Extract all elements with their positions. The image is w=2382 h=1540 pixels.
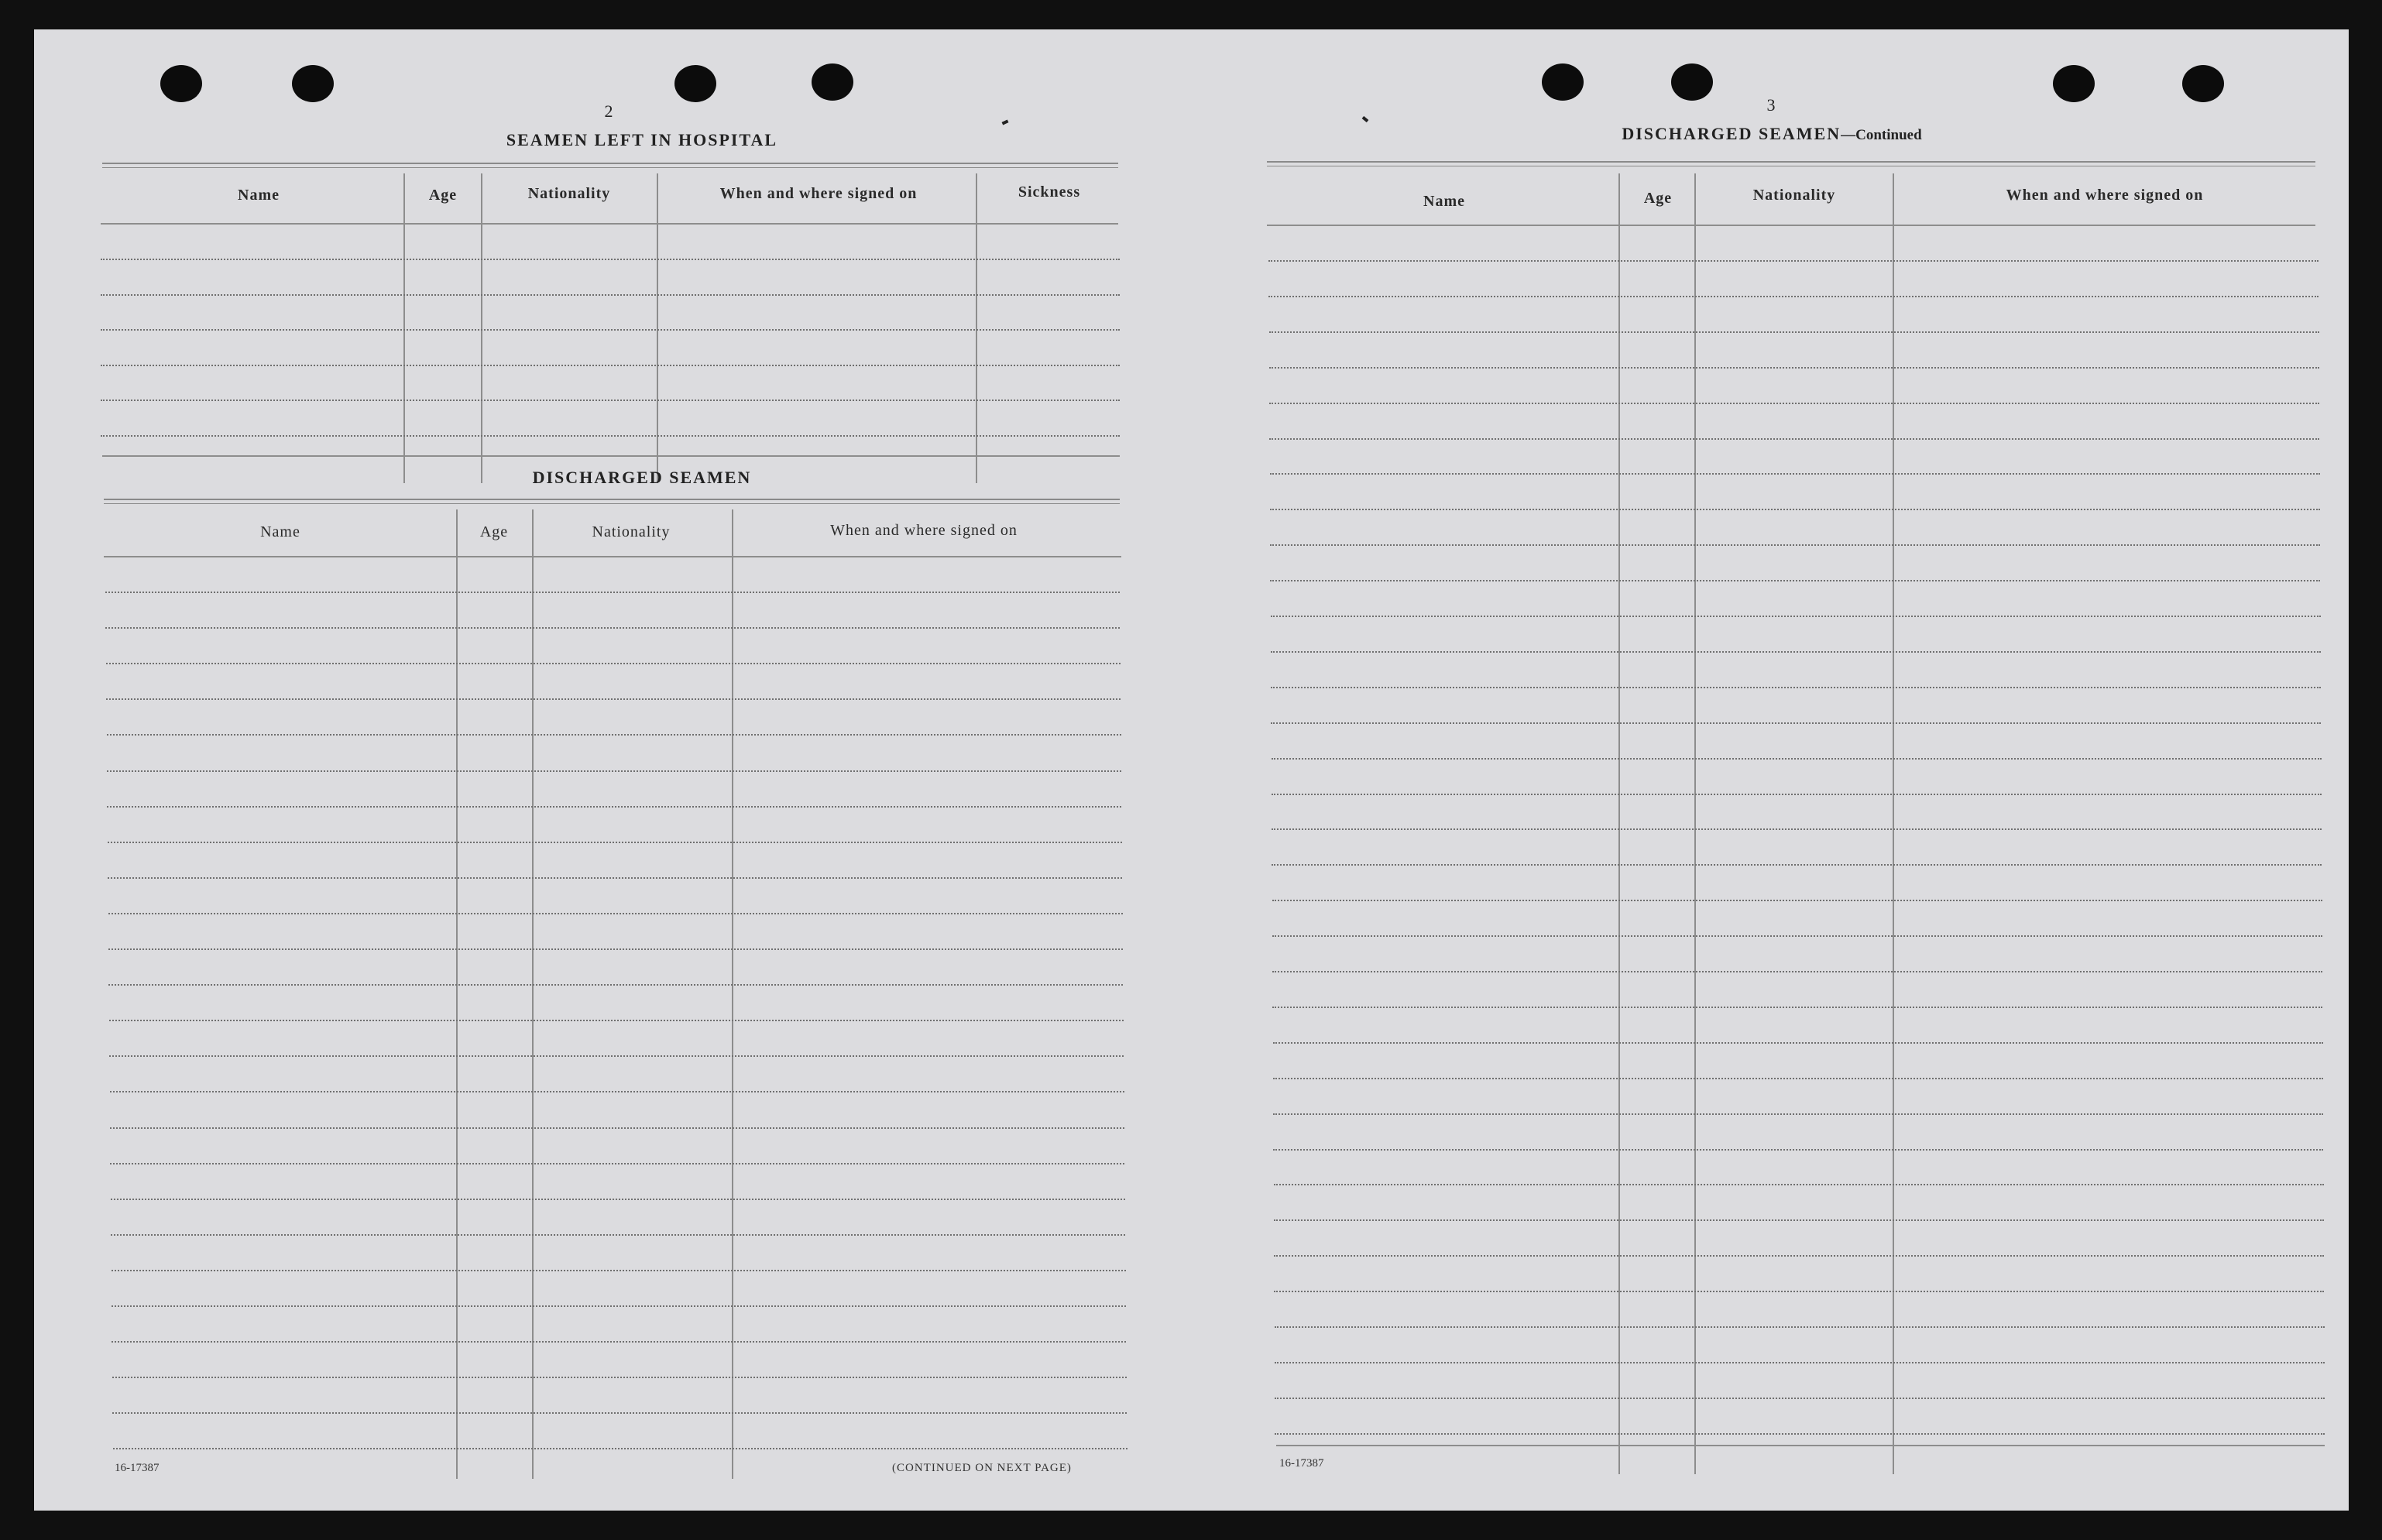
hospital-col-divider xyxy=(976,173,977,483)
ruled-line xyxy=(112,1412,1127,1414)
punch-hole xyxy=(2182,65,2224,102)
ruled-line xyxy=(1273,1078,2323,1079)
ruled-line xyxy=(1272,935,2322,937)
right-col-signed-on: When and where signed on xyxy=(2006,187,2204,204)
ruled-line xyxy=(107,734,1121,736)
ruled-line xyxy=(1272,828,2322,830)
discharged-col-divider xyxy=(532,509,534,1479)
ruled-line xyxy=(1269,367,2319,369)
continued-section-title-suffix: —Continued xyxy=(1841,127,1922,143)
ruled-line xyxy=(1275,1362,2325,1363)
ruled-line xyxy=(1273,1113,2323,1115)
ruled-line xyxy=(110,1163,1124,1164)
ruled-line xyxy=(1272,900,2322,901)
hospital-col-age: Age xyxy=(428,187,458,204)
hospital-header-rule xyxy=(101,223,1118,225)
ruled-line xyxy=(101,435,1120,437)
right-table-top-rule xyxy=(1267,161,2315,166)
right-col-name: Name xyxy=(1423,193,1465,210)
ruled-line xyxy=(1274,1291,2324,1292)
ruled-line xyxy=(108,948,1123,950)
ruled-line xyxy=(109,1020,1124,1021)
discharged-col-nationality: Nationality xyxy=(592,523,671,540)
form-number-left: 16-17387 xyxy=(115,1462,160,1474)
ruled-line xyxy=(112,1305,1126,1307)
ruled-line xyxy=(101,400,1120,401)
hospital-col-nationality: Nationality xyxy=(527,185,611,202)
ruled-line xyxy=(110,1127,1124,1129)
ruled-line xyxy=(1272,1007,2322,1008)
ruled-line xyxy=(107,770,1121,772)
discharged-section-title: DISCHARGED SEAMEN xyxy=(532,468,752,487)
discharged-col-signed-on: When and where signed on xyxy=(830,522,1018,539)
ruled-line xyxy=(1272,758,2322,760)
ruled-line xyxy=(1275,1433,2325,1435)
ruled-line xyxy=(1270,509,2320,510)
ruled-line xyxy=(106,698,1121,700)
ruled-line xyxy=(1270,473,2320,475)
ruled-line xyxy=(1270,544,2320,546)
ruled-line xyxy=(1274,1219,2324,1221)
ruled-line xyxy=(106,663,1121,664)
ruled-line xyxy=(107,806,1121,808)
ruled-line xyxy=(113,1448,1128,1449)
continued-section-title-text: DISCHARGED SEAMEN xyxy=(1622,124,1841,143)
ruled-line xyxy=(1268,260,2319,262)
ruled-line xyxy=(108,984,1123,986)
ruled-line xyxy=(1271,651,2321,653)
discharged-col-name: Name xyxy=(260,523,300,540)
ruled-line xyxy=(108,842,1122,843)
punch-hole xyxy=(292,65,334,102)
right-col-divider xyxy=(1694,173,1696,1474)
punch-hole xyxy=(674,65,716,102)
right-col-divider xyxy=(1893,173,1894,1474)
continued-section-title xyxy=(1563,124,1981,144)
ruled-line xyxy=(1271,687,2321,688)
right-col-nationality: Nationality xyxy=(1752,187,1836,204)
ruled-line xyxy=(105,627,1120,629)
ruled-line xyxy=(1273,1042,2323,1044)
discharged-col-divider xyxy=(456,509,458,1479)
ruled-line xyxy=(1269,438,2319,440)
discharged-table-top-rule xyxy=(104,499,1120,504)
ruled-line xyxy=(108,877,1122,879)
hospital-table-top-rule xyxy=(102,163,1118,168)
discharged-col-divider xyxy=(732,509,733,1479)
right-col-age: Age xyxy=(1643,190,1673,207)
ruled-line xyxy=(109,1055,1124,1057)
hospital-col-signed-on: When and where signed on xyxy=(719,185,918,202)
ruled-line xyxy=(111,1199,1125,1200)
ruled-line xyxy=(1274,1184,2324,1185)
punch-hole xyxy=(812,63,853,101)
ruled-line xyxy=(110,1091,1124,1092)
punch-hole xyxy=(160,65,202,102)
discharged-header-rule xyxy=(104,556,1121,557)
ruled-line xyxy=(1272,864,2322,866)
ruled-line xyxy=(112,1270,1126,1271)
ruled-line xyxy=(101,365,1120,366)
right-header-rule xyxy=(1267,225,2315,226)
ruled-line xyxy=(1269,403,2319,404)
discharged-col-age: Age xyxy=(479,523,509,540)
ruled-line xyxy=(1270,580,2320,581)
ledger-spread xyxy=(34,29,2349,1511)
ruled-line xyxy=(1272,971,2322,972)
hospital-col-sickness: Sickness xyxy=(1018,183,1081,201)
ruled-line xyxy=(1273,1149,2323,1151)
hospital-section-title: SEAMEN LEFT IN HOSPITAL xyxy=(506,130,778,149)
punch-hole xyxy=(1542,63,1584,101)
ruled-line xyxy=(101,259,1120,260)
ruled-line xyxy=(1271,722,2321,724)
ruled-line xyxy=(1272,794,2322,795)
page-number-left: 2 xyxy=(604,101,613,121)
ruled-line xyxy=(1269,331,2319,333)
ruled-line xyxy=(112,1341,1126,1343)
ruled-line xyxy=(1275,1326,2325,1328)
ruled-line xyxy=(112,1377,1127,1378)
ruled-line xyxy=(1268,296,2319,297)
ruled-line xyxy=(101,294,1120,296)
hospital-table-bottom-rule xyxy=(102,455,1120,457)
hospital-col-divider xyxy=(403,173,405,483)
punch-hole xyxy=(1671,63,1713,101)
right-col-divider xyxy=(1618,173,1620,1474)
ink-speck xyxy=(1002,119,1009,125)
hospital-col-name: Name xyxy=(238,187,280,204)
ruled-line xyxy=(111,1234,1125,1236)
form-number-right: 16-17387 xyxy=(1279,1457,1324,1470)
ruled-line xyxy=(101,329,1120,331)
ruled-line xyxy=(1271,616,2321,617)
hospital-col-divider xyxy=(481,173,482,483)
page-number-right: 3 xyxy=(1766,95,1776,115)
ruled-line xyxy=(108,913,1123,914)
ink-speck xyxy=(1362,116,1369,122)
ruled-line xyxy=(1275,1398,2325,1399)
punch-hole xyxy=(2053,65,2095,102)
ruled-line xyxy=(105,592,1120,593)
hospital-col-divider xyxy=(657,173,658,483)
ruled-line xyxy=(1274,1255,2324,1257)
continued-note: (CONTINUED ON NEXT PAGE) xyxy=(892,1462,1072,1474)
right-table-bottom-rule xyxy=(1276,1445,2325,1446)
